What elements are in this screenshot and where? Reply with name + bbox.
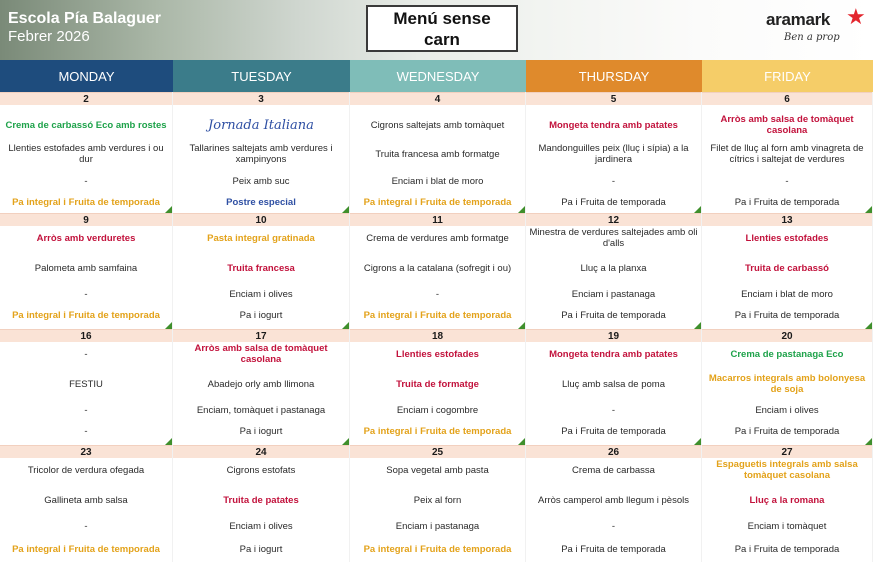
side-dish: - [785,175,789,187]
date-number: 13 [702,213,872,226]
second-course: Abadejo orly amb llimona [207,378,315,390]
logo-tagline: Ben a prop [784,32,840,43]
side-dish: - [84,520,88,532]
date-number: 17 [173,329,349,342]
dessert: Pa i Fruita de temporada [561,543,666,555]
side-dish: Enciam i olives [229,520,293,532]
dessert: Pa integral i Fruita de temporada [363,309,512,321]
date-number: 27 [702,445,872,458]
menu-title-line1: Menú sense [393,8,491,28]
first-course: Tricolor de verdura ofegada [27,464,145,476]
side-dish: Enciam i blat de moro [741,288,833,300]
second-course: Truita de carbassó [745,262,829,274]
side-dish: - [84,288,88,300]
first-course: Arròs amb salsa de tomàquet casolana [194,343,328,365]
side-dish: - [611,520,616,532]
date-number: 10 [173,213,349,226]
day-cell [0,213,173,329]
first-course: Mongeta tendra amb patates [549,348,678,360]
date-number: 19 [526,329,701,342]
day-cell [702,92,873,213]
dessert: Pa integral i Fruita de temporada [12,196,160,208]
side-dish: Enciam i olives [229,288,293,300]
side-dish: - [84,175,88,187]
dessert: Pa i Fruita de temporada [561,196,666,208]
day-cell [0,445,173,562]
menu-title-box [366,5,518,52]
side-dish: Enciam i cogombre [396,404,479,416]
second-course: Lluç a la planxa [580,262,647,274]
dessert: Pa i iogurt [239,543,283,555]
day-cell [526,445,702,562]
day-cell [350,445,526,562]
date-number: 11 [350,213,525,226]
second-course: Peix al forn [413,494,462,506]
date-number: 16 [0,329,172,342]
day-cell [173,92,350,213]
aramark-logo [766,4,866,52]
dessert: Pa i iogurt [239,309,283,321]
date-number: 18 [350,329,525,342]
second-course: Truita de formatge [396,378,479,390]
first-course: Cigrons estofats [226,464,296,476]
dessert: Pa integral i Fruita de temporada [363,196,512,208]
header-banner [0,0,873,60]
date-number: 2 [0,92,172,105]
first-course: Crema de verdures amb formatge [366,232,509,244]
first-course: Crema de carbassó Eco amb rostes [5,119,167,131]
date-number: 6 [702,92,872,105]
second-course: Arròs camperol amb llegum i pèsols [537,494,689,506]
dessert: Pa i Fruita de temporada [561,425,666,437]
first-course: Arròs amb salsa de tomàquet casolana [720,114,854,136]
dessert: Postre especial [226,196,296,208]
side-dish: Enciam i olives [755,404,819,416]
day-cell [0,329,173,445]
second-course: Llenties estofades amb verdures i ou dur [8,143,164,165]
day-cell [702,329,873,445]
school-name: Escola Pía Balaguer [8,10,161,27]
day-cell [702,445,873,562]
second-course: Macarros integrals amb bolonyesa de soja [708,373,866,395]
day-cell [350,213,526,329]
date-number: 3 [173,92,349,105]
dessert: Pa i Fruita de temporada [734,543,840,555]
dessert: Pa i iogurt [239,425,283,437]
dessert: Pa integral i Fruita de temporada [12,309,160,321]
first-course: Sopa vegetal amb pasta [386,464,489,476]
day-cell [350,92,526,213]
first-course: Mongeta tendra amb patates [549,119,678,131]
first-course: Cigrons saltejats amb tomàquet [370,119,505,131]
date-number: 24 [173,445,349,458]
date-number: 25 [350,445,525,458]
day-cell [173,213,350,329]
dessert: Pa i Fruita de temporada [734,309,840,321]
day-cell [350,329,526,445]
weekday-header-row [0,60,873,92]
second-course: Lluç a la romana [749,494,825,506]
side-dish: Enciam i tomàquet [747,520,827,532]
first-course: Llenties estofades [745,232,829,244]
day-header-thursday: THURSDAY [526,60,702,92]
star-person-icon: ★ [846,4,866,29]
second-course: Truita francesa amb formatge [375,148,500,160]
side-dish: Enciam i pastanaga [571,288,656,300]
day-cell [0,92,173,213]
day-cell [526,92,702,213]
month-label: Febrer 2026 [8,28,90,45]
first-course: Espaguetis integrals amb salsa tomàquet casolana [716,459,858,481]
first-course: Crema de pastanaga Eco [730,348,844,360]
date-number: 20 [702,329,872,342]
side-dish: - [84,404,88,416]
date-number: 12 [526,213,701,226]
menu-title-line2: carn [424,29,460,49]
side-dish: Enciam i blat de moro [391,175,484,187]
side-dish: Enciam i pastanaga [395,520,480,532]
day-header-tuesday: TUESDAY [173,60,350,92]
first-course: Minestra de verdures saltejades amb oli d'alls [529,227,698,249]
second-course: Filet de lluç al forn amb vinagreta de cítrics i saltejat de verdures [710,143,864,165]
date-number: 5 [526,92,701,105]
day-cell [173,329,350,445]
dessert: Pa i Fruita de temporada [561,309,666,321]
first-course: Pasta integral gratinada [207,232,315,244]
second-course: Gallineta amb salsa [44,494,128,506]
day-cell [526,329,702,445]
second-course: Mandonguilles peix (lluç i sípia) a la jardinera [538,143,689,165]
side-dish: - [611,175,616,187]
day-cell [702,213,873,329]
first-course: - [84,348,88,360]
second-course: FESTIU [69,378,103,390]
dessert: Pa i Fruita de temporada [734,425,840,437]
second-course: Truita de patates [223,494,299,506]
dessert: Pa integral i Fruita de temporada [363,425,512,437]
second-course: Cigrons a la catalana (sofregit i ou) [363,262,512,274]
date-number: 9 [0,213,172,226]
date-number: 4 [350,92,525,105]
day-header-wednesday: WEDNESDAY [350,60,526,92]
second-course: Lluç amb salsa de poma [562,378,665,390]
dessert: Pa i Fruita de temporada [734,196,840,208]
date-number: 26 [526,445,701,458]
side-dish: Enciam, tomàquet i pastanaga [196,404,326,416]
logo-wordmark: aramark [766,10,831,29]
day-header-monday: MONDAY [0,60,173,92]
day-cell [173,445,350,562]
day-cell [526,213,702,329]
dessert: - [84,425,88,437]
first-course: Llenties estofades [396,348,479,360]
second-course: Tallarines saltejats amb verdures i xampinyons [189,143,333,165]
first-course: Crema de carbassa [572,464,655,476]
day-header-friday: FRIDAY [702,60,873,92]
dessert: Pa integral i Fruita de temporada [12,543,160,555]
second-course: Palometa amb samfaina [34,262,138,274]
side-dish: Peix amb suc [232,175,290,187]
side-dish: - [611,404,616,416]
first-course: Jornada Italiana [208,117,314,133]
dessert: Pa integral i Fruita de temporada [363,543,512,555]
first-course: Arròs amb verduretes [36,232,136,244]
date-number: 23 [0,445,172,458]
side-dish: - [435,288,440,300]
second-course: Truita francesa [227,262,295,274]
